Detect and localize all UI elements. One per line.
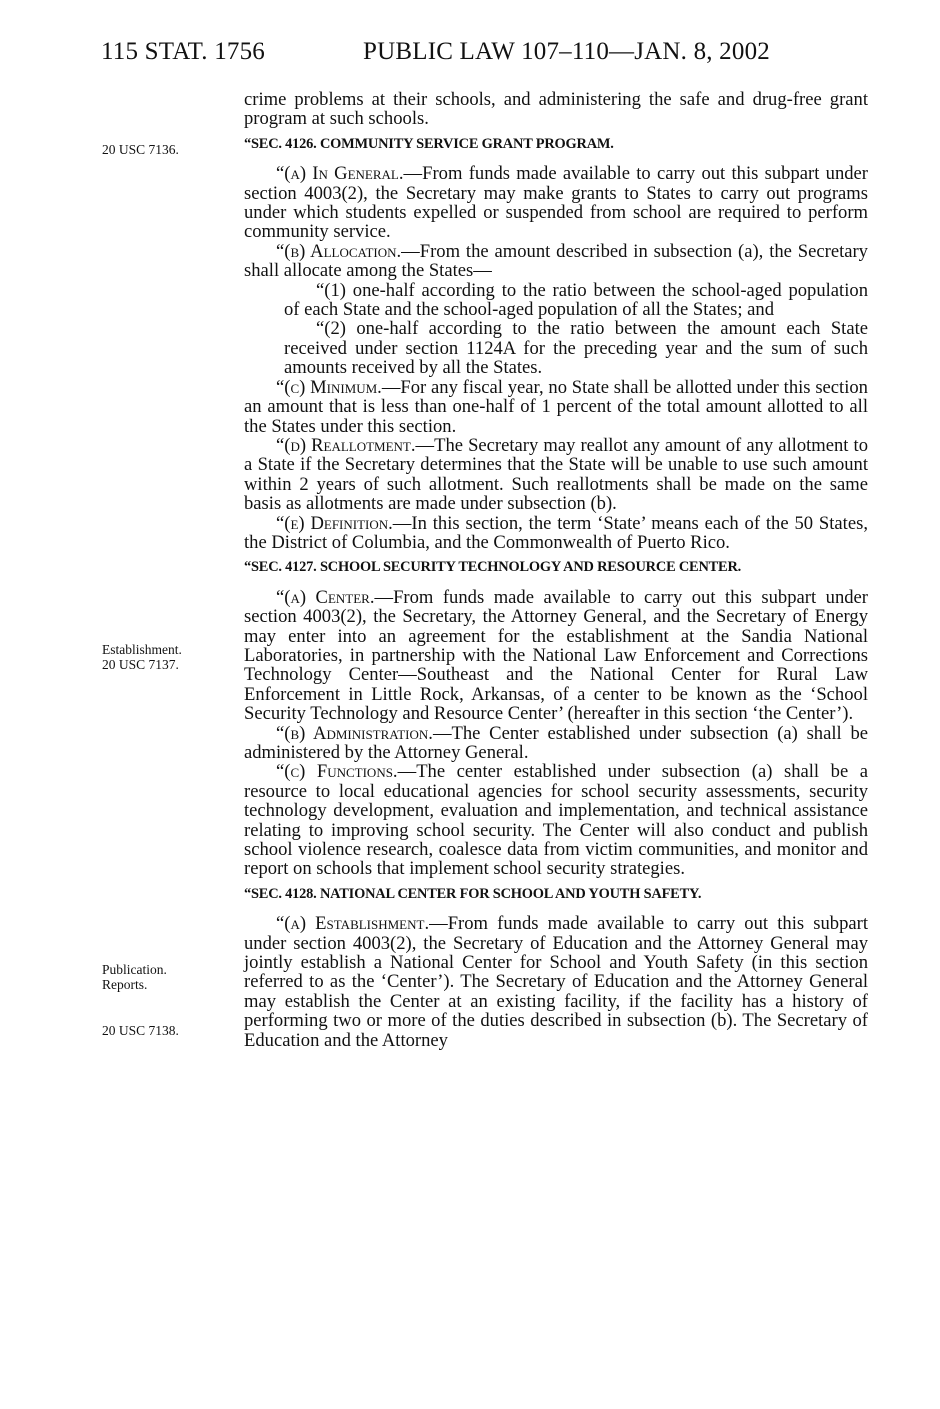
margin-note-publication: Publication.: [102, 962, 167, 977]
sec4126-a-text: —From funds made available to carry out this subpart under section 4003(2), the Secretary may make grants to States to carry out programs under which students expelled or suspended from school are required to perform community service.: [244, 163, 869, 243]
sec4128-a-label: “(a) Establishment.: [276, 913, 430, 935]
sec4126-c-label: “(c) Minimum.: [276, 376, 382, 398]
sec4126-paragraph-b1: “(1) one-half according to the ratio between the school-aged population of each State and the school-aged population of all the States; and: [284, 279, 868, 321]
sec4128-subsection-a: [244, 914, 868, 1050]
intro-paragraph: crime problems at their schools, and administering the safe and drug-free grant program at such schools.: [244, 89, 868, 130]
sec4127-a-text: —From funds made available to carry out this subpart under section 4003(2), the Secretary, the Attorney General, and the Secretary of Energy may enter into an agreement for the establishment at the Sandia National Laboratories, in partnership with the National Law Enforcement and Corrections Technology Center—Southeast and the National Center for Rural Law Enforcement in Little Rock, Arkansas, of a center to be known as the ‘School Security Technology and Resource Center’ (hereafter in this section ‘the Center’).: [244, 586, 868, 725]
sec4127-c-text: —The center established under subsection (a) shall be a resource to local educational agencies for school security assessments, security technology development, evaluation and implementation, and technical assistance relating to improving school security. The Center will also conduct and publish school violence research, coalesce data from victim communities, and monitor and report on schools that implement school security strategies.: [244, 761, 869, 880]
sec4126-paragraph-b2: “(2) one-half according to the ratio between the amount each State received under section 1124A for the preceding year and the sum of such amounts received by all the States.: [284, 318, 868, 379]
statute-text: [244, 90, 868, 1050]
sec4127-subsection-b: [244, 724, 868, 763]
sec4126-subsection-c: [244, 378, 868, 436]
margin-note-usc-7136: 20 USC 7136.: [102, 142, 179, 157]
section-4128-heading: “SEC. 4128. NATIONAL CENTER FOR SCHOOL AND YOUTH SAFETY.: [244, 885, 702, 902]
sec4126-subsection-e: [244, 514, 868, 553]
sec4127-c-label: “(c) Functions.: [276, 761, 398, 783]
sec4126-subsection-b: [244, 242, 868, 281]
sec4128-a-text: —From funds made available to carry out this subpart under section 4003(2), the Secretary of Education and the Attorney General may jointly establish a National Center for School and Youth Safety (in this section referred to as the ‘Center’). The Secretary of Education and the Attorney General may establish the Center at an existing facility, if the facility has a history of performing two or more of the duties described in subsection (b). The Secretary of Education and the Attorney: [244, 913, 868, 1051]
margin-note-usc-7138: 20 USC 7138.: [102, 1023, 179, 1038]
margin-note-reports: Reports.: [102, 977, 148, 992]
sec4126-c-text: —For any fiscal year, no State shall be allotted under this section an amount that is less than one-half of 1 percent of the total amount allotted to all the States under this section.: [244, 376, 868, 437]
section-4126-heading: “SEC. 4126. COMMUNITY SERVICE GRANT PROGRAM.: [244, 135, 614, 152]
sec4126-b-text: —From the amount described in subsection (a), the Secretary shall allocate among the States—: [244, 240, 868, 282]
margin-note-usc-7137: 20 USC 7137.: [102, 657, 179, 672]
law-title: PUBLIC LAW 107–110—JAN. 8, 2002: [363, 38, 770, 65]
sec4126-a-label: “(a) In General.: [276, 163, 404, 185]
page-header: [0, 38, 940, 78]
sec4126-d-text: —The Secretary may reallot any amount of any allotment to a State if the Secretary determines that the State will be unable to use such amount within 2 years of such allotment. Such reallotments shall be made on the same basis as allotments are made under subsection (b).: [244, 434, 868, 515]
sec4127-b-label: “(b) Administration.: [276, 722, 433, 744]
sec4126-e-label: “(e) Definition.: [276, 512, 393, 534]
sec4127-a-label: “(a) Center.: [276, 586, 375, 608]
sec4127-subsection-a: [244, 588, 868, 724]
section-4127-heading: “SEC. 4127. SCHOOL SECURITY TECHNOLOGY AND RESOURCE CENTER.: [244, 559, 742, 576]
stat-reference: 115 STAT. 1756: [101, 38, 265, 65]
sec4126-subsection-d: [244, 436, 868, 514]
sec4127-subsection-c: [244, 762, 868, 878]
sec4126-e-text: —In this section, the term ‘State’ means each of the 50 States, the District of Columbia, and the Commonwealth of Puerto Rico.: [244, 512, 868, 553]
sec4126-subsection-a: [244, 164, 868, 242]
sec4127-b-text: —The Center established under subsection (a) shall be administered by the Attorney General.: [244, 722, 868, 763]
sec4126-b-label: “(b) Allocation.: [276, 240, 402, 262]
sec4126-d-label: “(d) Reallotment.: [276, 434, 416, 456]
margin-note-establishment: Establishment.: [102, 642, 182, 657]
